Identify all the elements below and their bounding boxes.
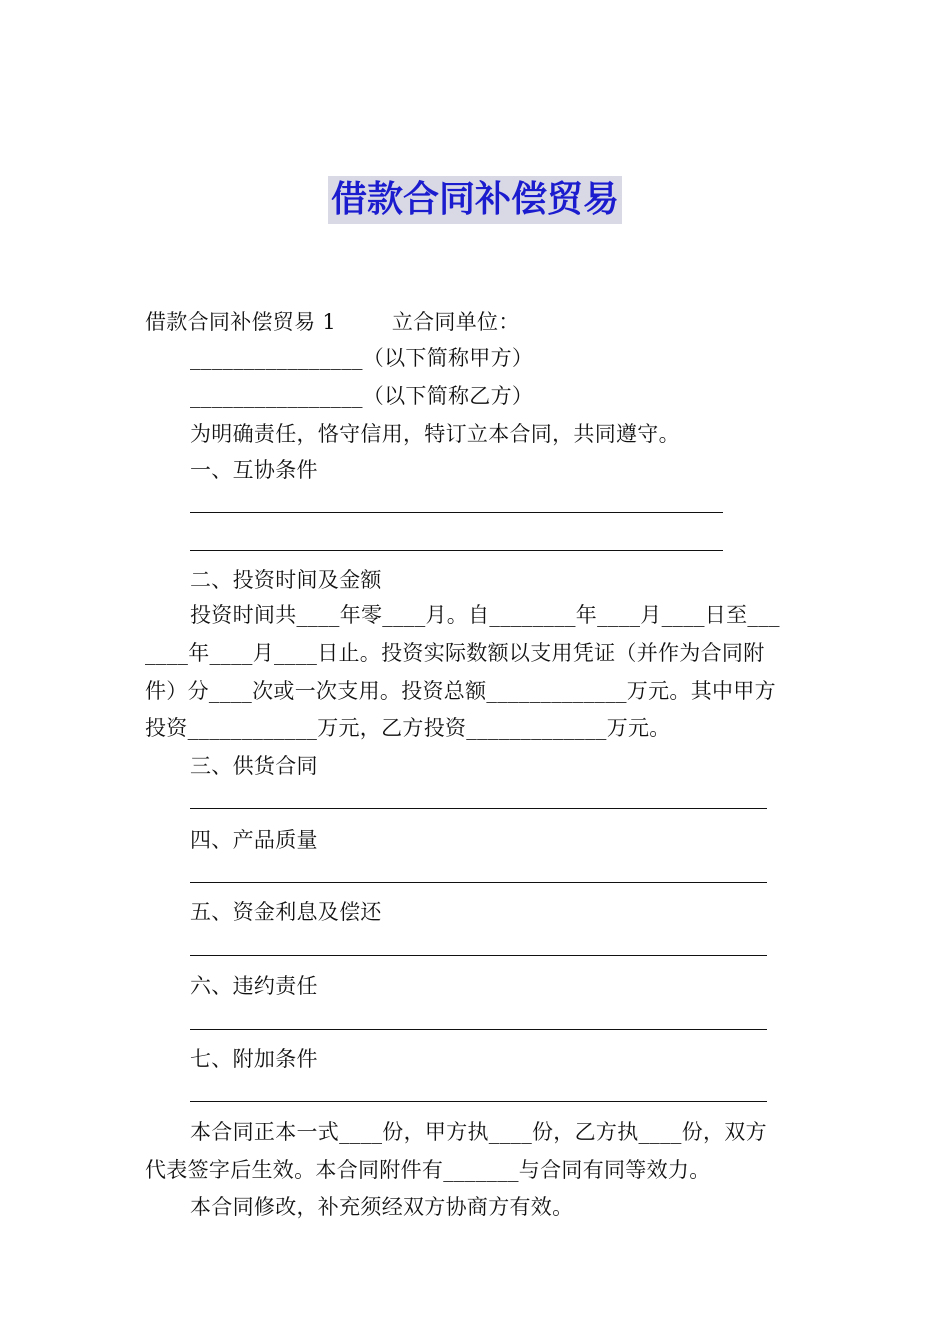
- blank-line: [190, 550, 723, 551]
- party-b-line: ________________（以下简称乙方）: [190, 384, 534, 408]
- paragraph-line: 本合同修改，补充须经双方协商方有效。: [190, 1195, 574, 1219]
- section-heading-7: 七、附加条件: [190, 1047, 318, 1071]
- preamble-text: 为明确责任，恪守信用，特订立本合同，共同遵守。: [190, 422, 680, 446]
- section-heading-1: 一、互协条件: [190, 458, 318, 482]
- contract-parties-heading: 借款合同补偿贸易 1 立合同单位：: [145, 310, 520, 334]
- section-heading-4: 四、产品质量: [190, 828, 318, 852]
- paragraph-line: 投资时间共____年零____月。自________年____月____日至___: [190, 603, 780, 627]
- paragraph-line: 件）分____次或一次支用。投资总额_____________万元。其中甲方: [145, 679, 776, 703]
- section-heading-2: 二、投资时间及金额: [190, 568, 382, 592]
- document-title: 借款合同补偿贸易: [328, 176, 622, 224]
- party-a-line: ________________（以下简称甲方）: [190, 346, 534, 370]
- paragraph-line: 投资____________万元，乙方投资_____________万元。: [145, 716, 671, 740]
- section-heading-6: 六、违约责任: [190, 974, 318, 998]
- paragraph-line: 本合同正本一式____份，甲方执____份，乙方执____份，双方: [190, 1120, 767, 1144]
- paragraph-line: ____年____月____日止。投资实际数额以支用凭证（并作为合同附: [145, 641, 765, 665]
- blank-line: [190, 882, 767, 883]
- blank-line: [190, 808, 767, 809]
- blank-line: [190, 512, 723, 513]
- paragraph-line: 代表签字后生效。本合同附件有_______与合同有同等效力。: [145, 1158, 711, 1182]
- blank-line: [190, 1101, 767, 1102]
- blank-line: [190, 955, 767, 956]
- section-heading-3: 三、供货合同: [190, 754, 318, 778]
- document-title-bar: [0, 176, 950, 230]
- section-heading-5: 五、资金利息及偿还: [190, 900, 382, 924]
- blank-line: [190, 1029, 767, 1030]
